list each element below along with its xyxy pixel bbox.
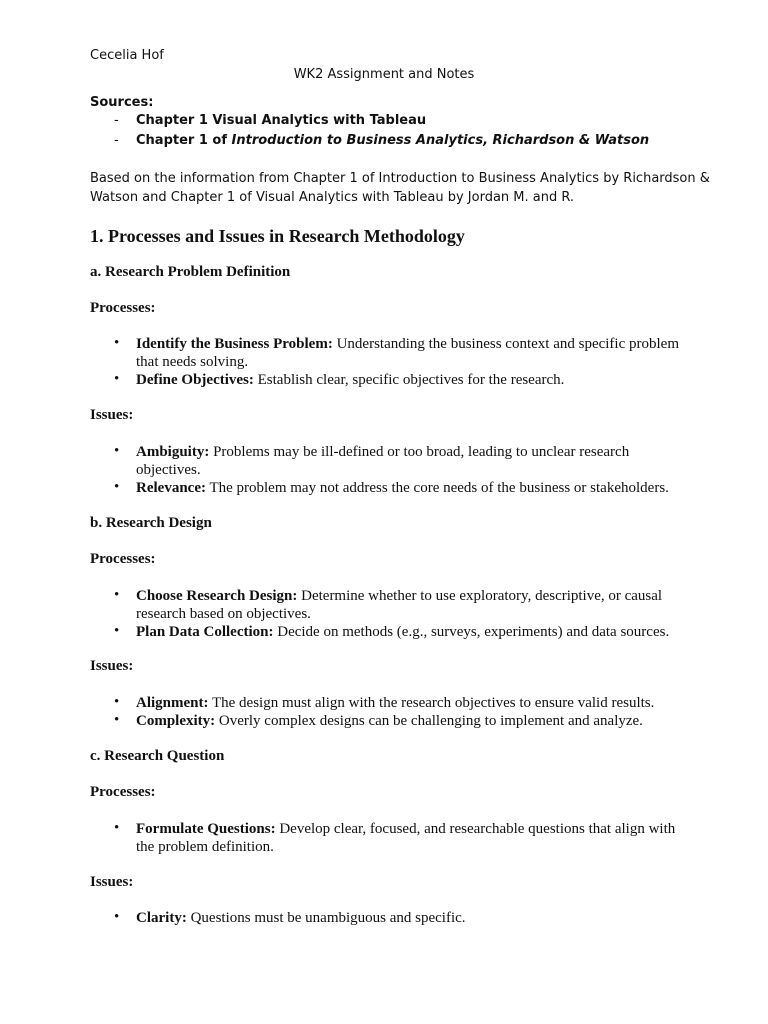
- bullet-point: •: [114, 335, 120, 351]
- list-item: Relevance: The problem may not address the core needs of the business or stakeholders.: [136, 480, 669, 496]
- source-item-1: Chapter 1 Visual Analytics with Tableau: [136, 113, 427, 128]
- bullet-point: •: [114, 623, 120, 639]
- subsection-heading-b: b. Research Design: [90, 515, 212, 531]
- sources-label: Sources:: [90, 95, 154, 110]
- list-item: Clarity: Questions must be unambiguous and specific.: [136, 910, 466, 926]
- bullet-point: •: [114, 909, 120, 925]
- intro-line-1: Based on the information from Chapter 1 of Introduction to Business Analytics by Richardson &: [90, 171, 710, 186]
- processes-label: Processes:: [90, 300, 156, 316]
- list-item: Ambiguity: Problems may be ill-defined or too broad, leading to unclear research objectives.: [136, 444, 630, 478]
- bullet-point: •: [114, 443, 120, 459]
- list-item: Identify the Business Problem: Understanding the business context and specific problem that needs solving.: [136, 336, 679, 370]
- dash-bullet: -: [114, 133, 119, 148]
- section-heading: 1. Processes and Issues in Research Methodology: [90, 226, 465, 246]
- bullet-point: •: [114, 712, 120, 728]
- list-item: Choose Research Design: Determine whether to use exploratory, descriptive, or causal research based on objectives.: [136, 588, 663, 622]
- issues-label: Issues:: [90, 874, 134, 890]
- subsection-heading-a: a. Research Problem Definition: [90, 264, 291, 280]
- author-name: Cecelia Hof: [90, 48, 164, 63]
- bullet-point: •: [114, 479, 120, 495]
- issues-label: Issues:: [90, 407, 134, 423]
- list-item: Complexity: Overly complex designs can be challenging to implement and analyze.: [136, 713, 643, 729]
- bullet-point: •: [114, 820, 120, 836]
- list-item: Plan Data Collection: Decide on methods (e.g., surveys, experiments) and data sources.: [136, 624, 670, 640]
- source-item-2-prefix: Chapter 1 of: [136, 133, 232, 148]
- issues-label: Issues:: [90, 658, 134, 674]
- dash-bullet: -: [114, 113, 119, 128]
- subsection-heading-c: c. Research Question: [90, 748, 225, 764]
- processes-label: Processes:: [90, 784, 156, 800]
- source-item-2-title: Introduction to Business Analytics, Richardson & Watson: [231, 133, 650, 148]
- bullet-point: •: [114, 694, 120, 710]
- bullet-point: •: [114, 587, 120, 603]
- list-item: Define Objectives: Establish clear, specific objectives for the research.: [136, 372, 565, 388]
- source-item-2: [136, 133, 649, 148]
- intro-line-2: Watson and Chapter 1 of Visual Analytics with Tableau by Jordan M. and R.: [90, 190, 575, 205]
- list-item: Formulate Questions: Develop clear, focused, and researchable questions that align with the problem definition.: [136, 821, 676, 855]
- list-item: Alignment: The design must align with the research objectives to ensure valid results.: [136, 695, 655, 711]
- document-title: WK2 Assignment and Notes: [293, 67, 475, 82]
- bullet-point: •: [114, 371, 120, 387]
- processes-label: Processes:: [90, 551, 156, 567]
